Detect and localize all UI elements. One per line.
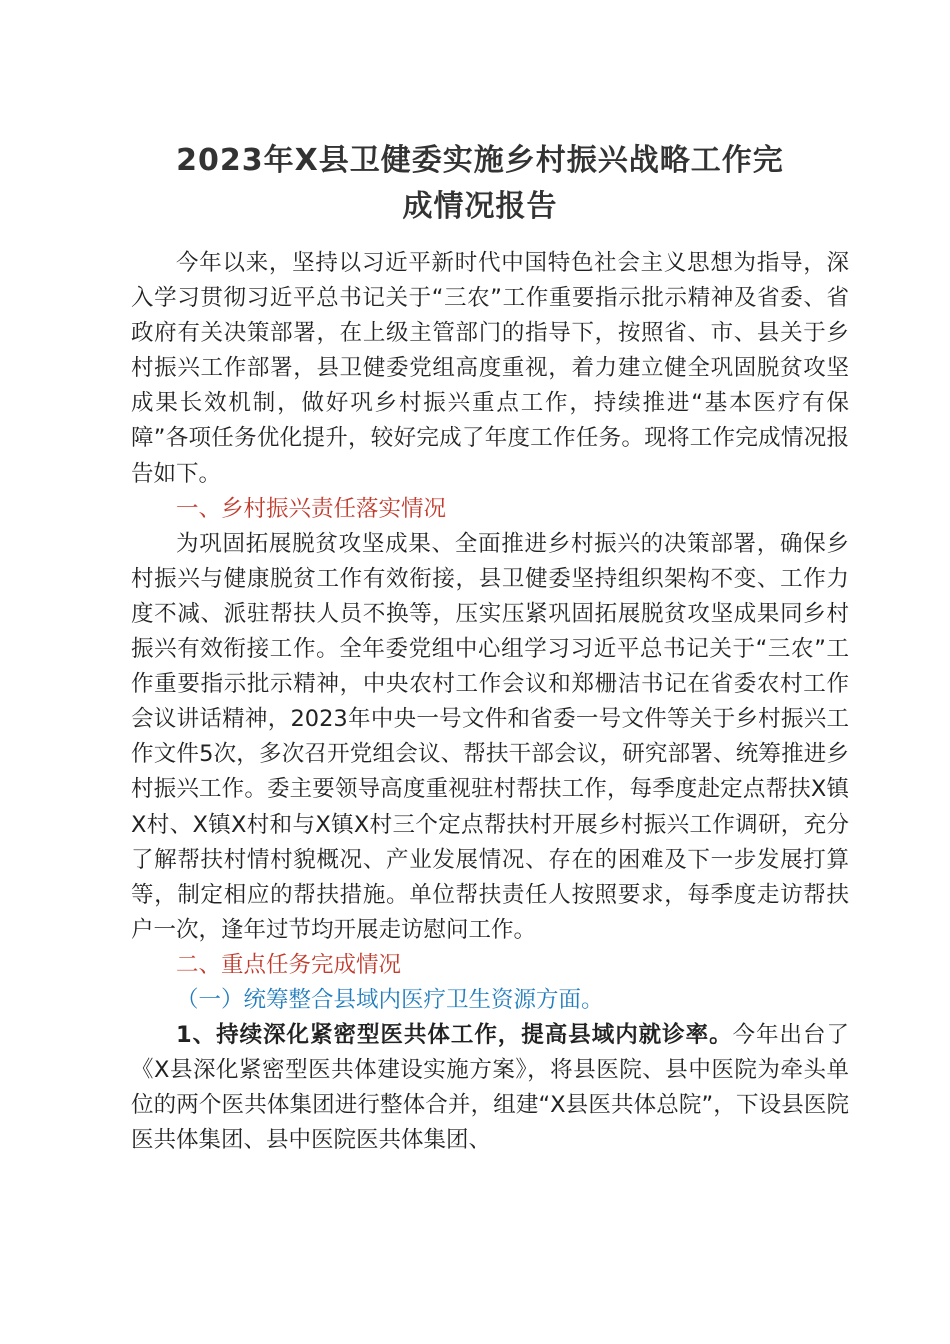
item-1-lead: 1、持续深化紧密型医共体工作，提高县域内就诊率。 xyxy=(176,1022,733,1049)
subsection-1-heading: （一）统筹整合县域内医疗卫生资源方面。 xyxy=(176,986,604,1013)
section-1-heading: 一、乡村振兴责任落实情况 xyxy=(176,495,447,522)
section-1-paragraph: 为巩固拓展脱贫攻坚成果、全面推进乡村振兴的决策部署，确保乡村振兴与健康脱贫工作有效衔接，县卫健委坚持组织架构不变、工作力度不减、派驻帮扶人员不换等，压实压紧巩固拓展脱贫攻坚成果同乡村振兴有效衔接工作。全年委党组中心组学习习近平总书记关于“三农”工作重要指示批示精神，中央农村工作会议和郑栅洁书记在省委农村工作会议讲话精神，2023年中央一号文件和省委一号文件等关于乡村振兴工作文件5次，多次召开党组会议、帮扶干部会议，研究部署、统筹推进乡村振兴工作。委主要领导高度重视驻村帮扶工作，每季度赴定点帮扶X镇X村、X镇X村和与X镇X村三个定点帮扶村开展乡村振兴工作调研，充分了解帮扶村情村貌概况、产业发展情况、存在的困难及下一步发展打算等，制定相应的帮扶措施。单位帮扶责任人按照要求，每季度走访帮扶户一次，逢年过节均开展走访慰问工作。 xyxy=(131,530,849,943)
item-1-paragraph xyxy=(131,1018,849,1158)
document-body xyxy=(131,246,849,1158)
title-line-2: 成情况报告 xyxy=(402,189,558,224)
document-title xyxy=(120,138,840,230)
intro-paragraph: 今年以来，坚持以习近平新时代中国特色社会主义思想为指导，深入学习贯彻习近平总书记关于“三农”工作重要指示批示精神及省委、省政府有关决策部署，在上级主管部门的指导下，按照省、市、县关于乡村振兴工作部署，县卫健委党组高度重视，着力建立健全巩固脱贫攻坚成果长效机制，做好巩乡村振兴重点工作，持续推进“基本医疗有保障”各项任务优化提升，较好完成了年度工作任务。现将工作完成情况报告如下。 xyxy=(131,250,849,487)
title-line-1: 2023年X县卫健委实施乡村振兴战略工作完 xyxy=(176,143,784,178)
section-2-heading: 二、重点任务完成情况 xyxy=(176,951,402,978)
item-1-body: 今年出台了《X县深化紧密型医共体建设实施方案》，将县医院、县中医院为牵头单位的两个医共体集团进行整体合并，组建“X县医共体总院”，下设县医院医共体集团、县中医院医共体集团、 xyxy=(131,1022,849,1154)
